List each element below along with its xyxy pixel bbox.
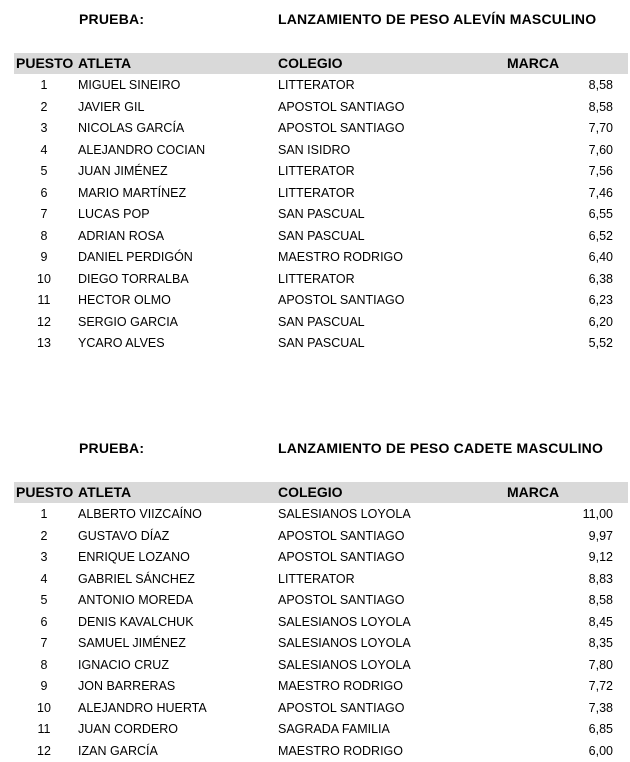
cell-atleta: JON BARRERAS bbox=[78, 679, 175, 693]
cell-puesto: 12 bbox=[14, 315, 74, 329]
cell-colegio: LITTERATOR bbox=[278, 78, 355, 92]
cell-atleta: JAVIER GIL bbox=[78, 100, 144, 114]
cell-puesto: 4 bbox=[14, 143, 74, 157]
table-row bbox=[14, 698, 628, 720]
cell-atleta: ADRIAN ROSA bbox=[78, 229, 164, 243]
header-colegio: COLEGIO bbox=[278, 484, 343, 500]
cell-atleta: IGNACIO CRUZ bbox=[78, 658, 169, 672]
cell-colegio: LITTERATOR bbox=[278, 164, 355, 178]
table-row bbox=[14, 75, 628, 97]
cell-puesto: 6 bbox=[14, 615, 74, 629]
table-row bbox=[14, 226, 628, 248]
table-row bbox=[14, 504, 628, 526]
cell-colegio: SAN PASCUAL bbox=[278, 315, 365, 329]
prueba-label: PRUEBA: bbox=[79, 11, 144, 27]
cell-puesto: 13 bbox=[14, 336, 74, 350]
table-row bbox=[14, 118, 628, 140]
cell-puesto: 5 bbox=[14, 593, 74, 607]
cell-puesto: 12 bbox=[14, 744, 74, 758]
cell-colegio: APOSTOL SANTIAGO bbox=[278, 701, 404, 715]
cell-colegio: SALESIANOS LOYOLA bbox=[278, 658, 411, 672]
cell-marca: 8,58 bbox=[589, 78, 613, 92]
table-row bbox=[14, 333, 628, 355]
cell-puesto: 4 bbox=[14, 572, 74, 586]
cell-colegio: SALESIANOS LOYOLA bbox=[278, 636, 411, 650]
header-puesto: PUESTO bbox=[16, 55, 73, 71]
cell-marca: 6,52 bbox=[589, 229, 613, 243]
event-title: LANZAMIENTO DE PESO ALEVÍN MASCULINO bbox=[278, 11, 596, 27]
cell-marca: 7,80 bbox=[589, 658, 613, 672]
cell-atleta: LUCAS POP bbox=[78, 207, 150, 221]
cell-marca: 7,56 bbox=[589, 164, 613, 178]
cell-puesto: 1 bbox=[14, 507, 74, 521]
table-row bbox=[14, 676, 628, 698]
table-row bbox=[14, 161, 628, 183]
cell-puesto: 3 bbox=[14, 550, 74, 564]
cell-atleta: DANIEL PERDIGÓN bbox=[78, 250, 193, 264]
cell-atleta: HECTOR OLMO bbox=[78, 293, 171, 307]
cell-marca: 8,45 bbox=[589, 615, 613, 629]
cell-marca: 11,00 bbox=[583, 507, 613, 521]
cell-puesto: 6 bbox=[14, 186, 74, 200]
header-marca: MARCA bbox=[507, 484, 559, 500]
event-title: LANZAMIENTO DE PESO CADETE MASCULINO bbox=[278, 440, 603, 456]
cell-marca: 6,40 bbox=[589, 250, 613, 264]
cell-marca: 7,72 bbox=[589, 679, 613, 693]
cell-marca: 6,00 bbox=[589, 744, 613, 758]
cell-marca: 6,55 bbox=[589, 207, 613, 221]
cell-colegio: SALESIANOS LOYOLA bbox=[278, 507, 411, 521]
cell-atleta: ALBERTO VIIZCAÍNO bbox=[78, 507, 202, 521]
cell-puesto: 9 bbox=[14, 250, 74, 264]
cell-colegio: MAESTRO RODRIGO bbox=[278, 250, 403, 264]
cell-colegio: MAESTRO RODRIGO bbox=[278, 679, 403, 693]
cell-puesto: 7 bbox=[14, 207, 74, 221]
header-marca: MARCA bbox=[507, 55, 559, 71]
table-header bbox=[14, 53, 628, 74]
cell-atleta: MIGUEL SINEIRO bbox=[78, 78, 180, 92]
cell-atleta: JUAN CORDERO bbox=[78, 722, 178, 736]
table-row bbox=[14, 183, 628, 205]
table-row bbox=[14, 247, 628, 269]
table-row bbox=[14, 741, 628, 762]
table-row bbox=[14, 612, 628, 634]
cell-puesto: 10 bbox=[14, 272, 74, 286]
cell-colegio: SAN PASCUAL bbox=[278, 229, 365, 243]
table-row bbox=[14, 97, 628, 119]
cell-marca: 7,38 bbox=[589, 701, 613, 715]
cell-puesto: 7 bbox=[14, 636, 74, 650]
cell-puesto: 9 bbox=[14, 679, 74, 693]
cell-marca: 6,38 bbox=[589, 272, 613, 286]
table-row bbox=[14, 719, 628, 741]
cell-colegio: LITTERATOR bbox=[278, 272, 355, 286]
cell-atleta: GUSTAVO DÍAZ bbox=[78, 529, 169, 543]
cell-marca: 7,46 bbox=[589, 186, 613, 200]
header-atleta: ATLETA bbox=[78, 484, 131, 500]
table-row bbox=[14, 269, 628, 291]
table-row bbox=[14, 569, 628, 591]
prueba-label: PRUEBA: bbox=[79, 440, 144, 456]
cell-marca: 6,85 bbox=[589, 722, 613, 736]
cell-puesto: 1 bbox=[14, 78, 74, 92]
table-row bbox=[14, 290, 628, 312]
cell-marca: 7,70 bbox=[589, 121, 613, 135]
table-row bbox=[14, 590, 628, 612]
cell-marca: 5,52 bbox=[589, 336, 613, 350]
cell-puesto: 8 bbox=[14, 229, 74, 243]
table-row bbox=[14, 633, 628, 655]
cell-atleta: GABRIEL SÁNCHEZ bbox=[78, 572, 195, 586]
cell-atleta: ENRIQUE LOZANO bbox=[78, 550, 190, 564]
cell-colegio: LITTERATOR bbox=[278, 572, 355, 586]
cell-colegio: SAN ISIDRO bbox=[278, 143, 350, 157]
cell-marca: 8,35 bbox=[589, 636, 613, 650]
cell-atleta: ALEJANDRO COCIAN bbox=[78, 143, 205, 157]
cell-colegio: APOSTOL SANTIAGO bbox=[278, 100, 404, 114]
table-row bbox=[14, 655, 628, 677]
table-row bbox=[14, 312, 628, 334]
cell-atleta: SAMUEL JIMÉNEZ bbox=[78, 636, 186, 650]
cell-colegio: APOSTOL SANTIAGO bbox=[278, 121, 404, 135]
cell-atleta: DIEGO TORRALBA bbox=[78, 272, 189, 286]
table-header bbox=[14, 482, 628, 503]
cell-marca: 7,60 bbox=[589, 143, 613, 157]
cell-puesto: 11 bbox=[14, 293, 74, 307]
header-colegio: COLEGIO bbox=[278, 55, 343, 71]
cell-puesto: 5 bbox=[14, 164, 74, 178]
cell-colegio: SALESIANOS LOYOLA bbox=[278, 615, 411, 629]
cell-atleta: ALEJANDRO HUERTA bbox=[78, 701, 207, 715]
cell-atleta: DENIS KAVALCHUK bbox=[78, 615, 194, 629]
table-row bbox=[14, 526, 628, 548]
cell-atleta: YCARO ALVES bbox=[78, 336, 165, 350]
cell-marca: 6,23 bbox=[589, 293, 613, 307]
header-atleta: ATLETA bbox=[78, 55, 131, 71]
cell-marca: 9,12 bbox=[589, 550, 613, 564]
cell-marca: 6,20 bbox=[589, 315, 613, 329]
cell-colegio: APOSTOL SANTIAGO bbox=[278, 550, 404, 564]
header-puesto: PUESTO bbox=[16, 484, 73, 500]
table-row bbox=[14, 547, 628, 569]
table-row bbox=[14, 204, 628, 226]
cell-atleta: IZAN GARCÍA bbox=[78, 744, 158, 758]
cell-colegio: APOSTOL SANTIAGO bbox=[278, 593, 404, 607]
table-row bbox=[14, 140, 628, 162]
cell-marca: 8,83 bbox=[589, 572, 613, 586]
cell-atleta: JUAN JIMÉNEZ bbox=[78, 164, 168, 178]
cell-marca: 8,58 bbox=[589, 593, 613, 607]
cell-atleta: MARIO MARTÍNEZ bbox=[78, 186, 186, 200]
cell-puesto: 11 bbox=[14, 722, 74, 736]
cell-puesto: 2 bbox=[14, 100, 74, 114]
cell-colegio: SAGRADA FAMILIA bbox=[278, 722, 390, 736]
cell-colegio: MAESTRO RODRIGO bbox=[278, 744, 403, 758]
cell-colegio: SAN PASCUAL bbox=[278, 207, 365, 221]
cell-atleta: NICOLAS GARCÍA bbox=[78, 121, 184, 135]
cell-colegio: APOSTOL SANTIAGO bbox=[278, 293, 404, 307]
cell-colegio: SAN PASCUAL bbox=[278, 336, 365, 350]
cell-atleta: SERGIO GARCIA bbox=[78, 315, 178, 329]
cell-puesto: 3 bbox=[14, 121, 74, 135]
cell-puesto: 10 bbox=[14, 701, 74, 715]
cell-marca: 8,58 bbox=[589, 100, 613, 114]
cell-puesto: 2 bbox=[14, 529, 74, 543]
cell-atleta: ANTONIO MOREDA bbox=[78, 593, 193, 607]
cell-colegio: LITTERATOR bbox=[278, 186, 355, 200]
cell-colegio: APOSTOL SANTIAGO bbox=[278, 529, 404, 543]
cell-puesto: 8 bbox=[14, 658, 74, 672]
cell-marca: 9,97 bbox=[589, 529, 613, 543]
